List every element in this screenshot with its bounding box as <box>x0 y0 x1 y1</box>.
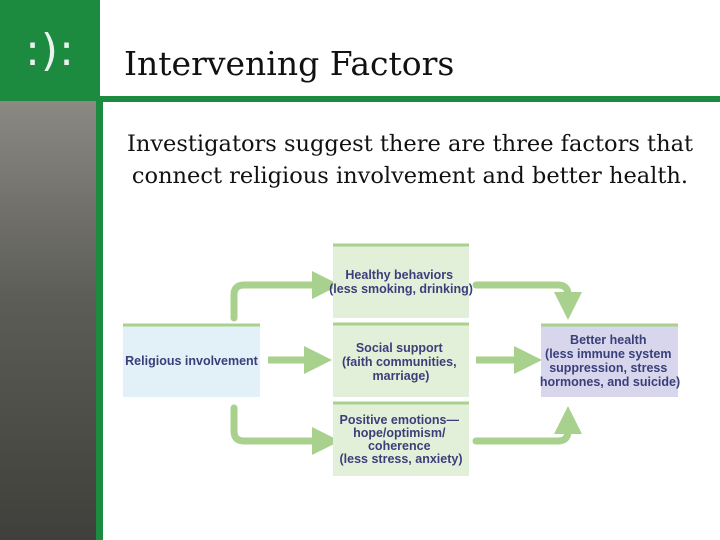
factor-3-line-2: hope/optimism/ <box>353 426 446 440</box>
arrow-source-to-positive-emotions <box>234 408 326 441</box>
arrow-positive-emotions-to-outcome <box>476 420 568 441</box>
outcome-line-1: Better health <box>570 333 647 347</box>
outcome-box <box>540 324 680 397</box>
factor-box-positive-emotions <box>333 402 469 476</box>
factor-1-line-2: (less smoking, drinking) <box>329 282 473 296</box>
source-label: Religious involvement <box>125 354 258 368</box>
factor-2-line-1: Social support <box>355 341 443 355</box>
slide-body-text: Investigators suggest there are three factors that connect religious involvement and better health. <box>126 131 694 189</box>
outcome-line-3: suppression, stress <box>549 361 668 375</box>
factor-1-line-1: Healthy behaviors <box>345 268 454 282</box>
factor-2-line-2: (faith communities, <box>341 355 457 369</box>
arrow-source-to-healthy-behaviors <box>234 285 326 318</box>
factor-3-line-4: (less stress, anxiety) <box>339 452 463 466</box>
factor-3-line-1: Positive emotions— <box>339 413 459 427</box>
outcome-line-4: hormones, and suicide) <box>539 375 681 389</box>
factor-box-healthy-behaviors <box>329 244 473 318</box>
arrow-healthy-behaviors-to-outcome <box>476 285 568 306</box>
smiley-logo: :): <box>25 25 75 76</box>
outcome-line-2: (less immune system <box>545 347 672 361</box>
slide-title: Intervening Factors <box>124 44 455 83</box>
factor-2-line-3: marriage) <box>372 369 430 383</box>
factor-box-social-support <box>333 323 469 397</box>
svg-text:Positive emotions— hope/ <box>340 413 463 466</box>
factor-3-line-3: coherence <box>367 439 431 453</box>
svg-text:Healthy behaviors (less <box>329 268 473 296</box>
